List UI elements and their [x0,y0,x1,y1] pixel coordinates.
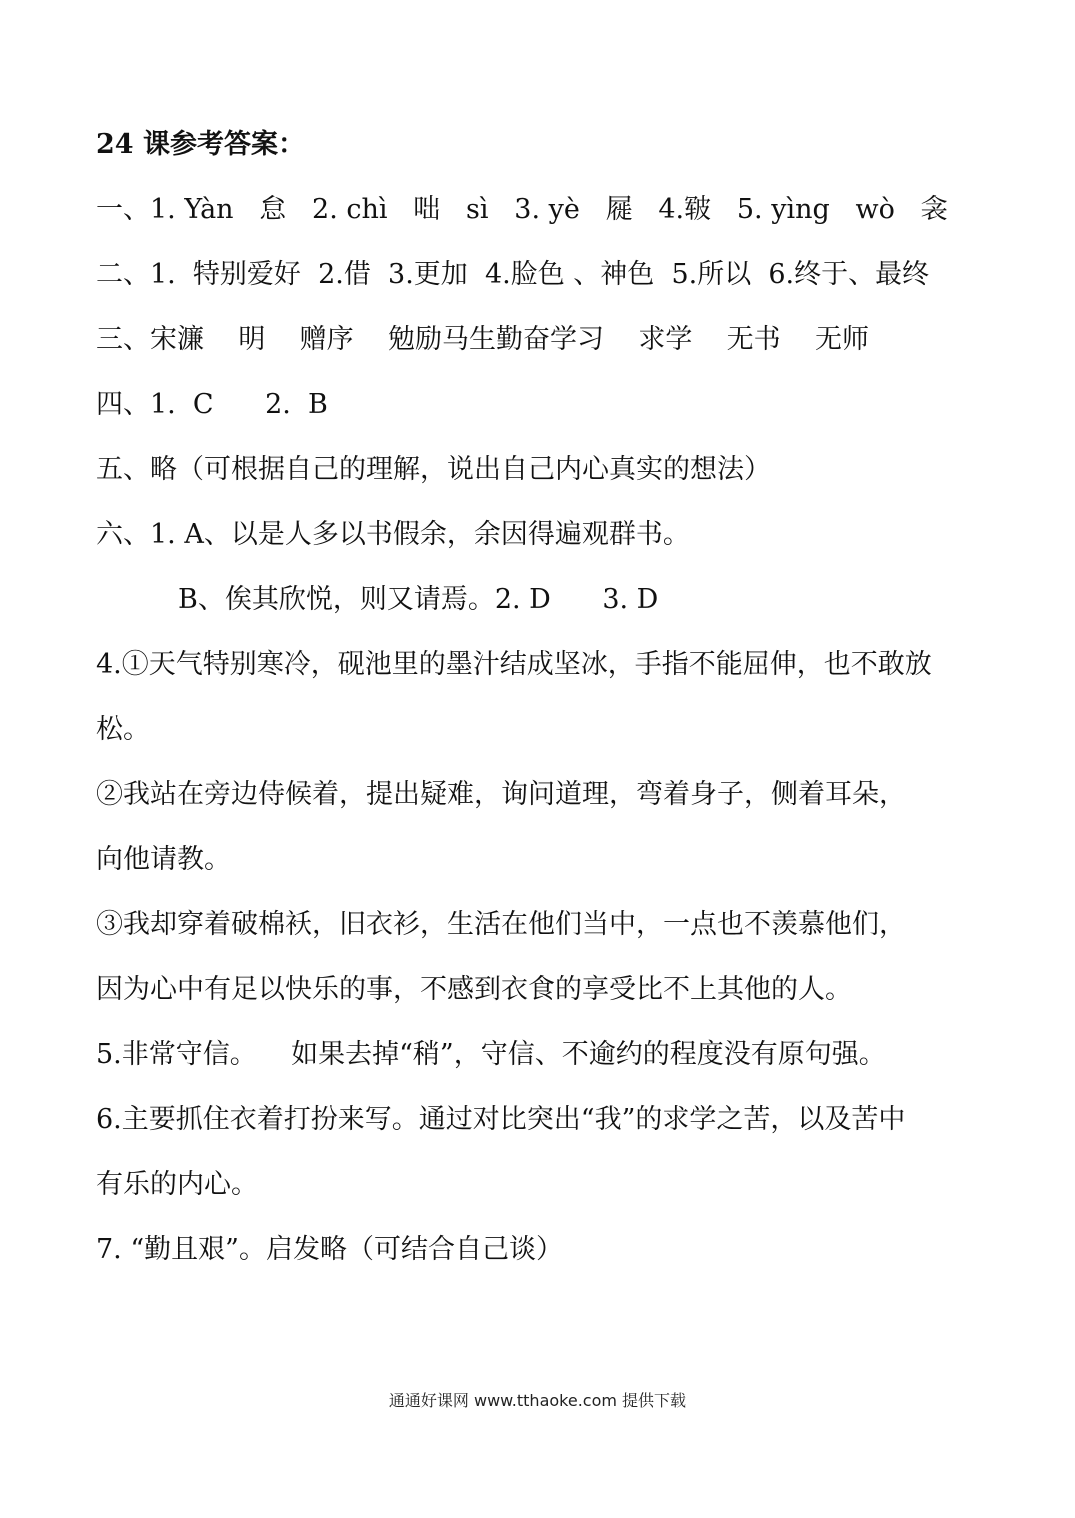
answer-item-4-2-cont: 向他请教。 [96,844,231,875]
answer-section-5: 五、略（可根据自己的理解，说出自己内心真实的想法） [96,454,771,485]
answer-item-4-3-cont: 因为心中有足以快乐的事，不感到衣食的享受比不上其他的人。 [96,974,852,1005]
answer-item-5: 5.非常守信。 如果去掉“稍”，守信、不逾约的程度没有原句强。 [96,1039,886,1070]
answer-item-4-3: ③我却穿着破棉袄，旧衣衫，生活在他们当中，一点也不羡慕他们， [96,909,906,940]
answer-item-7: 7. “勤且艰”。启发略（可结合自己谈） [96,1234,563,1265]
answer-section-6-b: B、俟其欣悦，则又请焉。2. D 3. D [178,584,659,615]
document-title: 24 课参考答案： [96,129,305,160]
answer-section-2: 二、1. 特别爱好 2.借 3.更加 4.脸色 、神色 5.所以 6.终于、最终 [96,259,930,290]
answer-section-1: 一、1. Yàn 怠 2. chì 咄 sì 3. yè 屣 4.皲 5. yìng wò 衾 [96,194,948,225]
answer-item-6-cont: 有乐的内心。 [96,1169,258,1200]
answer-section-4: 四、1. C 2. B [96,389,328,420]
answer-item-4-2: ②我站在旁边侍候着，提出疑难，询问道理，弯着身子，侧着耳朵， [96,779,906,810]
answer-section-3: 三、宋濂 明 赠序 勉励马生勤奋学习 求学 无书 无师 [96,324,869,355]
answer-item-4-1-cont: 松。 [96,714,150,745]
footer-watermark: 通通好课网 www.tthaoke.com 提供下载 [388,1391,687,1410]
answer-item-6: 6.主要抓住衣着打扮来写。通过对比突出“我”的求学之苦，以及苦中 [96,1104,906,1135]
answer-item-4-1: 4.①天气特别寒冷，砚池里的墨汁结成坚冰，手指不能屈伸，也不敢放 [96,649,932,680]
answer-section-6: 六、1. A、以是人多以书假余，余因得遍观群书。 [96,519,690,550]
